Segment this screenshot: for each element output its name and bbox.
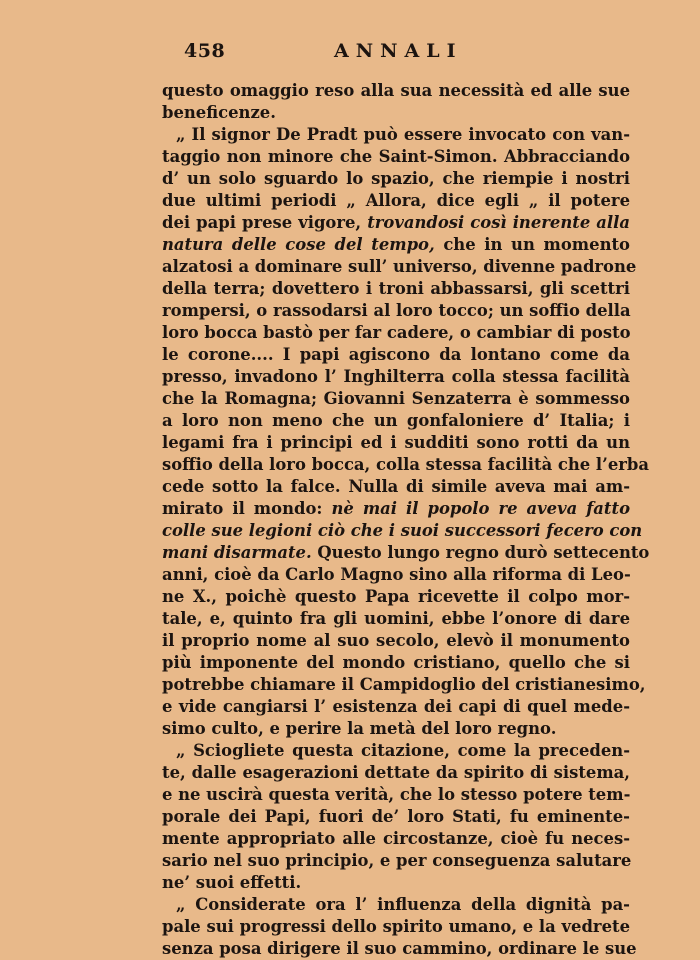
line-text: che in un momento <box>434 235 630 254</box>
line-text: dei papi prese vigore, <box>162 213 368 232</box>
italic-text: natura delle cose del tempo, <box>162 235 435 254</box>
line-text: d’ un solo sguardo lo spazio, che riempie i nostri <box>162 169 630 188</box>
line-text: pale sui progressi dello spirito umano, e la vedrete <box>162 917 630 936</box>
text-line <box>162 652 630 674</box>
line-text: taggio non minore che Saint-Simon. Abbracciando <box>162 147 630 166</box>
text-line <box>162 454 650 476</box>
line-text: soffio della loro bocca, colla stessa facilità che l’erba <box>162 455 650 474</box>
line-text: sario nel suo principio, e per conseguenza salutare <box>162 851 632 870</box>
line-text: loro bocca bastò per far cadere, o cambiar di posto <box>162 323 631 342</box>
page-header <box>184 40 654 68</box>
line-text: che la Romagna; Giovanni Senzaterra è sommesso <box>162 389 630 408</box>
text-line <box>162 256 637 278</box>
line-text: beneficenze. <box>162 103 276 122</box>
text-line <box>162 124 630 146</box>
line-text: ne X., poichè questo Papa ricevette il colpo mor- <box>162 587 630 606</box>
text-line <box>162 608 630 630</box>
text-line <box>162 322 630 344</box>
text-line <box>162 410 630 432</box>
text-line <box>162 344 630 366</box>
line-text: senza posa dirigere il suo cammino, ordinare le sue <box>162 939 637 958</box>
text-line <box>162 278 630 300</box>
text-line <box>162 80 630 102</box>
text-line <box>162 102 630 124</box>
text-line <box>162 146 630 168</box>
line-text: cede sotto la falce. Nulla di simile aveva mai am- <box>162 477 630 496</box>
italic-text: colle sue legioni ciò che i suoi successori fecero con <box>162 521 643 540</box>
line-text: „ Sciogliete questa citazione, come la preceden- <box>176 741 630 760</box>
text-line <box>162 828 630 850</box>
line-text: ne’ suoi effetti. <box>162 873 302 892</box>
line-text: rompersi, o rassodarsi al loro tocco; un soffio della <box>162 301 631 320</box>
line-text: della terra; dovettero i troni abbassarsi, gli scettri <box>162 279 630 298</box>
text-line <box>162 498 630 520</box>
italic-text: nè mai il popolo re aveva fatto <box>331 499 630 518</box>
text-line <box>162 872 630 894</box>
text-line <box>162 300 630 322</box>
line-text: e vide cangiarsi l’ esistenza dei capi di quel mede- <box>162 697 630 716</box>
text-line <box>162 696 630 718</box>
line-text: due ultimi periodi „ Allora, dice egli „ il potere <box>162 191 630 210</box>
page-number: 458 <box>184 40 226 62</box>
line-text: presso, invadono l’ Inghilterra colla stessa facilità <box>162 367 630 386</box>
line-text: potrebbe chiamare il Campidoglio del cristianesimo, <box>162 675 646 694</box>
line-text: simo culto, e perire la metà del loro regno. <box>162 719 557 738</box>
line-text: più imponente del mondo cristiano, quello che si <box>162 653 630 672</box>
text-line <box>162 542 650 564</box>
line-text: porale dei Papi, fuori de’ loro Stati, fu eminente- <box>162 807 630 826</box>
text-line <box>162 740 630 762</box>
line-text: le corone.... I papi agiscono da lontano come da <box>162 345 630 364</box>
text-line <box>162 212 630 234</box>
line-text: mente appropriato alle circostanze, cioè fu neces- <box>162 829 630 848</box>
running-title: ANNALI <box>334 40 463 62</box>
line-text: Questo lungo regno durò settecento <box>311 543 650 562</box>
line-text: il proprio nome al suo secolo, elevò il monumento <box>162 631 630 650</box>
text-line <box>162 586 630 608</box>
line-text: a loro non meno che un gonfaloniere d’ Italia; i <box>162 411 630 430</box>
text-line <box>162 432 630 454</box>
line-text: anni, cioè da Carlo Magno sino alla riforma di Leo- <box>162 565 631 584</box>
text-line <box>162 762 630 784</box>
text-line <box>162 894 630 916</box>
text-line <box>162 938 637 960</box>
text-line <box>162 630 630 652</box>
text-line <box>162 388 630 410</box>
line-text: questo omaggio reso alla sua necessità ed alle sue <box>162 81 630 100</box>
line-text: mirato il mondo: <box>162 499 332 518</box>
text-line <box>162 850 630 872</box>
line-text: „ Il signor De Pradt può essere invocato con van- <box>176 125 630 144</box>
line-text: e ne uscirà questa verità, che lo stesso potere tem- <box>162 785 631 804</box>
text-line <box>162 718 630 740</box>
text-line <box>162 476 630 498</box>
italic-text: trovandosi così inerente alla <box>367 213 630 232</box>
text-line <box>162 234 630 256</box>
text-line <box>162 564 630 586</box>
italic-text: mani disarmate. <box>162 543 312 562</box>
text-line <box>162 190 630 212</box>
line-text: legami fra i principi ed i sudditi sono rotti da un <box>162 433 630 452</box>
text-line <box>162 366 630 388</box>
text-line <box>162 674 646 696</box>
text-line <box>162 806 630 828</box>
line-text: alzatosi a dominare sull’ universo, divenne padrone <box>162 257 637 276</box>
line-text: te, dalle esagerazioni dettate da spirito di sistema, <box>162 763 630 782</box>
line-text: tale, e, quinto fra gli uomini, ebbe l’onore di dare <box>162 609 630 628</box>
body-text <box>162 80 650 960</box>
text-line <box>162 168 630 190</box>
text-line <box>162 520 643 542</box>
line-text: „ Considerate ora l’ influenza della dignità pa- <box>176 895 630 914</box>
text-line <box>162 916 630 938</box>
text-line <box>162 784 630 806</box>
